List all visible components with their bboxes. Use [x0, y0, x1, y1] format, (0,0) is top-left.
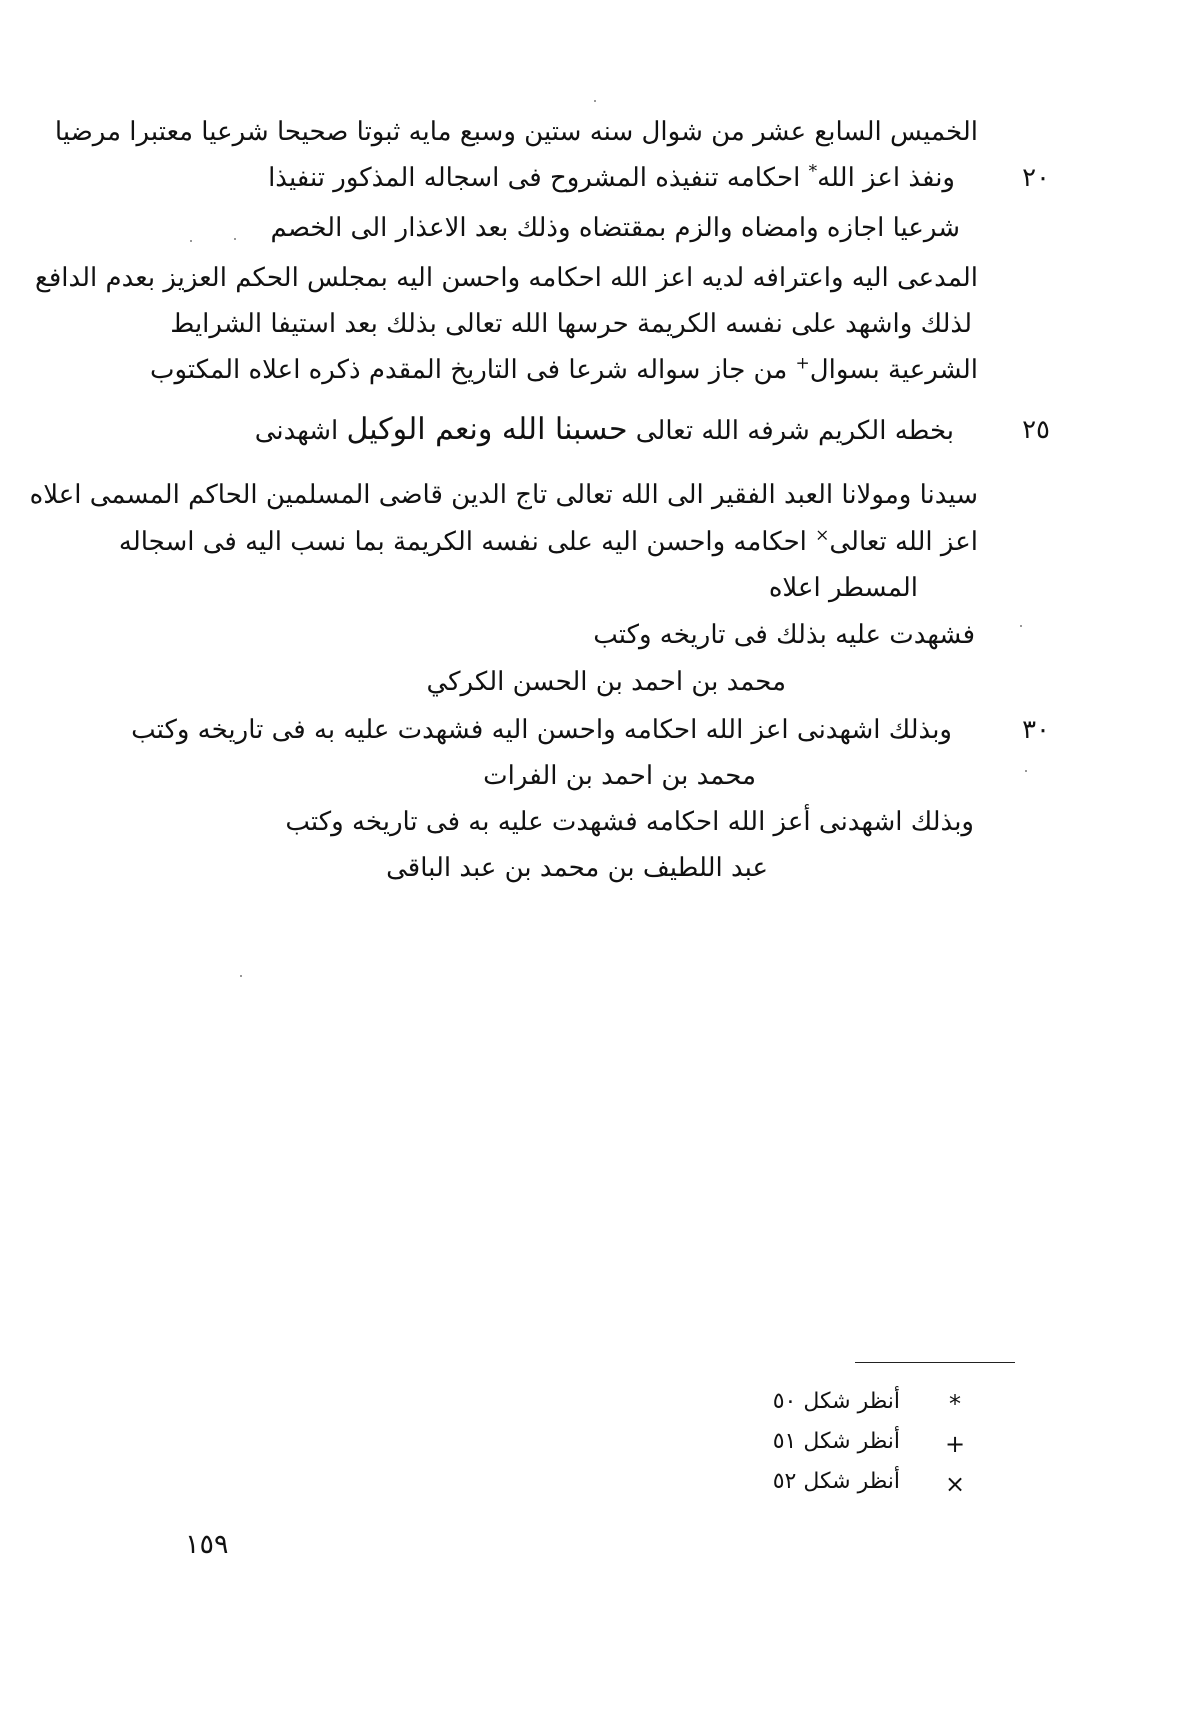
line-number-30: ٣٠	[1022, 715, 1050, 745]
line-number-20: ٢٠	[1022, 163, 1050, 193]
footnote-mark-times: ×	[944, 1470, 966, 1498]
page-number: ١٥٩	[185, 1529, 229, 1560]
scan-speck	[1020, 625, 1022, 627]
text-line-3: شرعيا اجازه وامضاه والزم بمقتضاه وذلك بعد الاعذار الى الخصم	[270, 213, 960, 243]
text-line-8: سيدنا ومولانا العبد الفقير الى الله تعالى تاج الدين قاضى المسلمين الحاكم المسمى اعلاه	[29, 480, 978, 510]
line-number-25: ٢٥	[1022, 415, 1050, 445]
footnote-ref-plus: +	[795, 353, 810, 374]
text-line-6-part-a: الشرعية بسوال	[809, 355, 978, 385]
text-line-2-part-b: احكامه تنفيذه المشروح فى اسجاله المذكور تنفيذا	[268, 163, 809, 193]
calligraphic-phrase: حسبنا الله ونعم الوكيل	[346, 412, 628, 447]
signature-abd-al-latif: عبد اللطيف بن محمد بن عبد الباقى	[386, 853, 768, 883]
text-line-2	[225, 158, 955, 198]
footnote-2: أنظر شكل ٥١	[772, 1429, 900, 1454]
text-line-7	[224, 410, 954, 451]
text-line-4: المدعى اليه واعترافه لديه اعز الله احكامه واحسن اليه بمجلس الحكم العزيز بعدم الدافع	[34, 263, 978, 293]
text-line-1: الخميس السابع عشر من شوال سنه ستين وسبع مايه ثبوتا صحيحا شرعيا معتبرا مرضيا	[54, 117, 978, 147]
footnote-1: أنظر شكل ٥٠	[772, 1389, 900, 1414]
text-line-11: فشهدت عليه بذلك فى تاريخه وكتب	[593, 620, 975, 650]
signature-ibn-al-furat: محمد بن احمد بن الفرات	[483, 761, 756, 791]
text-line-13: وبذلك اشهدنى اعز الله احكامه واحسن اليه فشهدت عليه به فى تاريخه وكتب	[131, 715, 952, 745]
scan-speck	[1025, 770, 1027, 772]
scan-speck	[234, 238, 236, 240]
footnote-mark-asterisk: *	[949, 1390, 961, 1418]
footnote-ref-asterisk: *	[808, 161, 818, 182]
text-line-2-part-a: ونفذ اعز الله	[817, 163, 955, 193]
scan-speck	[594, 100, 596, 102]
text-line-15: وبذلك اشهدنى أعز الله احكامه فشهدت عليه به فى تاريخه وكتب	[285, 807, 974, 837]
text-line-6	[149, 350, 978, 390]
text-line-10: المسطر اعلاه	[768, 573, 918, 603]
text-line-9-part-a: اعز الله تعالى	[829, 527, 978, 557]
text-line-6-part-b: من جاز سواله شرعا فى التاريخ المقدم ذكره اعلاه المكتوب	[149, 355, 796, 385]
text-line-7-part-b: اشهدنى	[254, 416, 347, 446]
footnote-ref-times: ×	[815, 525, 830, 546]
text-line-9-part-b: احكامه واحسن اليه على نفسه الكريمة بما نسب اليه فى اسجاله	[118, 527, 816, 557]
text-line-9	[118, 522, 978, 562]
signature-al-karaki: محمد بن احمد بن الحسن الكركي	[426, 667, 786, 697]
text-line-7-part-a: بخطه الكريم شرفه الله تعالى	[627, 416, 954, 446]
scan-speck	[190, 240, 192, 242]
scan-speck	[240, 975, 242, 977]
footnote-mark-plus: +	[944, 1430, 966, 1458]
footnote-rule	[855, 1362, 1015, 1363]
text-line-5: لذلك واشهد على نفسه الكريمة حرسها الله تعالى بذلك بعد استيفا الشرايط	[170, 309, 972, 339]
footnote-3: أنظر شكل ٥٢	[772, 1469, 900, 1494]
